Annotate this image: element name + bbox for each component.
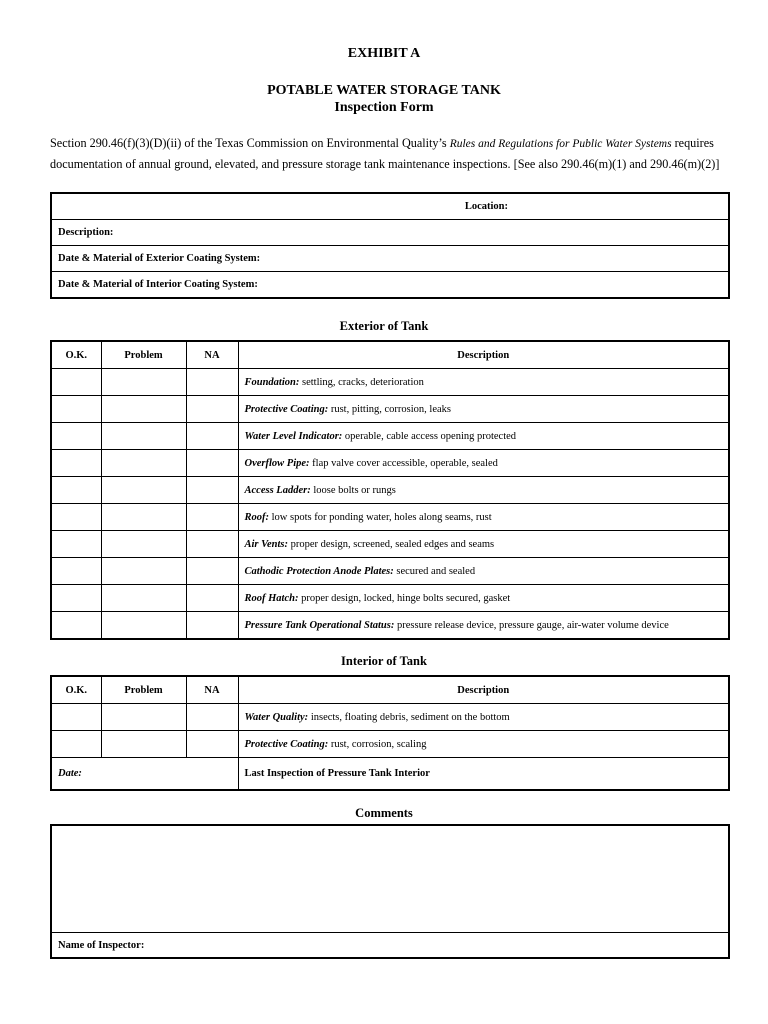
exterior-coating-field[interactable]: Date & Material of Exterior Coating System: — [51, 246, 729, 272]
table-header-row — [51, 341, 729, 369]
problem-checkbox-cell[interactable] — [101, 423, 186, 450]
problem-checkbox-cell[interactable] — [101, 612, 186, 640]
item-detail: flap valve cover accessible, operable, sealed — [312, 457, 498, 469]
problem-checkbox-cell[interactable] — [101, 531, 186, 558]
col-ok-header: O.K. — [51, 676, 101, 704]
item-label: Air Vents: — [244, 538, 288, 550]
problem-checkbox-cell[interactable] — [101, 731, 186, 758]
intro-italic-title: Rules and Regulations for Public Water Systems — [449, 138, 672, 150]
ok-checkbox-cell[interactable] — [51, 504, 101, 531]
comments-section-title: Comments — [355, 806, 413, 820]
table-row — [51, 504, 729, 531]
item-label: Protective Coating: — [244, 738, 329, 750]
exterior-checklist-table — [50, 340, 730, 640]
item-label: Cathodic Protection Anode Plates: — [244, 565, 394, 577]
item-description — [238, 450, 729, 477]
item-label: Access Ladder: — [244, 484, 311, 496]
na-checkbox-cell[interactable] — [186, 369, 238, 396]
form-title: POTABLE WATER STORAGE TANK — [267, 83, 501, 98]
problem-checkbox-cell[interactable] — [101, 477, 186, 504]
ok-checkbox-cell[interactable] — [51, 369, 101, 396]
item-description — [238, 369, 729, 396]
na-checkbox-cell[interactable] — [186, 423, 238, 450]
ok-checkbox-cell[interactable] — [51, 558, 101, 585]
item-detail: loose bolts or rungs — [313, 484, 396, 496]
item-description — [238, 612, 729, 640]
table-row — [51, 731, 729, 758]
table-row — [51, 558, 729, 585]
tank-info-box — [50, 192, 730, 299]
ok-checkbox-cell[interactable] — [51, 531, 101, 558]
na-checkbox-cell[interactable] — [186, 450, 238, 477]
comments-box — [50, 824, 730, 959]
item-detail: rust, pitting, corrosion, leaks — [330, 403, 451, 415]
item-description — [238, 731, 729, 758]
interior-section-title: Interior of Tank — [341, 654, 427, 668]
item-label: Foundation: — [244, 376, 300, 388]
problem-checkbox-cell[interactable] — [101, 585, 186, 612]
col-na-header: NA — [186, 341, 238, 369]
table-row — [51, 531, 729, 558]
problem-checkbox-cell[interactable] — [101, 704, 186, 731]
table-row — [51, 423, 729, 450]
intro-text-after: requires documentation of annual ground, elevated, and pressure storage tank maintenance inspections. [See also 290.46(m)(1) and 290.46(m)(2)] — [50, 136, 720, 171]
problem-checkbox-cell[interactable] — [101, 369, 186, 396]
problem-checkbox-cell[interactable] — [101, 558, 186, 585]
comments-area[interactable] — [51, 825, 729, 933]
inspector-name-field[interactable]: Name of Inspector: — [51, 933, 729, 959]
ok-checkbox-cell[interactable] — [51, 450, 101, 477]
item-description — [238, 504, 729, 531]
item-detail: proper design, locked, hinge bolts secured, gasket — [301, 592, 511, 604]
na-checkbox-cell[interactable] — [186, 704, 238, 731]
item-description — [238, 477, 729, 504]
na-checkbox-cell[interactable] — [186, 396, 238, 423]
ok-checkbox-cell[interactable] — [51, 704, 101, 731]
problem-checkbox-cell[interactable] — [101, 450, 186, 477]
table-row — [51, 585, 729, 612]
table-row — [51, 704, 729, 731]
table-row — [51, 477, 729, 504]
ok-checkbox-cell[interactable] — [51, 731, 101, 758]
item-description — [238, 585, 729, 612]
col-problem-header: Problem — [101, 676, 186, 704]
problem-checkbox-cell[interactable] — [101, 396, 186, 423]
item-detail: settling, cracks, deterioration — [301, 376, 424, 388]
col-na-header: NA — [186, 676, 238, 704]
item-detail: proper design, screened, sealed edges and seams — [290, 538, 495, 550]
item-description — [238, 704, 729, 731]
col-description-header: Description — [238, 341, 729, 369]
ok-checkbox-cell[interactable] — [51, 612, 101, 640]
ok-checkbox-cell[interactable] — [51, 477, 101, 504]
exhibit-heading: EXHIBIT A — [347, 46, 421, 61]
item-description — [238, 558, 729, 585]
problem-checkbox-cell[interactable] — [101, 504, 186, 531]
item-label: Water Quality: — [244, 711, 309, 723]
table-row — [51, 396, 729, 423]
na-checkbox-cell[interactable] — [186, 612, 238, 640]
item-description — [238, 396, 729, 423]
form-subtitle: Inspection Form — [334, 100, 434, 115]
item-detail: low spots for ponding water, holes along seams, rust — [271, 511, 492, 523]
col-problem-header: Problem — [101, 341, 186, 369]
date-field[interactable]: Date: — [51, 758, 238, 791]
na-checkbox-cell[interactable] — [186, 504, 238, 531]
item-detail: secured and sealed — [396, 565, 476, 577]
exterior-section-title: Exterior of Tank — [339, 319, 429, 333]
table-row — [51, 369, 729, 396]
item-label: Pressure Tank Operational Status: — [244, 619, 395, 631]
interior-checklist-table — [50, 675, 730, 791]
item-detail: pressure release device, pressure gauge, air-water volume device — [396, 619, 669, 631]
item-label: Protective Coating: — [244, 403, 329, 415]
item-label: Roof: — [244, 511, 269, 523]
location-field[interactable]: Location: — [51, 193, 729, 220]
table-row — [51, 450, 729, 477]
ok-checkbox-cell[interactable] — [51, 396, 101, 423]
interior-coating-field[interactable]: Date & Material of Interior Coating System: — [51, 272, 729, 299]
item-label: Roof Hatch: — [244, 592, 299, 604]
item-detail: insects, floating debris, sediment on the bottom — [310, 711, 510, 723]
description-field[interactable]: Description: — [51, 220, 729, 246]
col-description-header: Description — [238, 676, 729, 704]
na-checkbox-cell[interactable] — [186, 558, 238, 585]
ok-checkbox-cell[interactable] — [51, 585, 101, 612]
na-checkbox-cell[interactable] — [186, 477, 238, 504]
na-checkbox-cell[interactable] — [186, 531, 238, 558]
item-label: Water Level Indicator: — [244, 430, 343, 442]
table-row — [51, 612, 729, 640]
na-checkbox-cell[interactable] — [186, 731, 238, 758]
last-inspection-label: Last Inspection of Pressure Tank Interior — [238, 758, 729, 791]
item-description — [238, 531, 729, 558]
date-row — [51, 758, 729, 791]
intro-paragraph — [50, 133, 730, 174]
intro-text-before: Section 290.46(f)(3)(D)(ii) of the Texas Commission on Environmental Quality’s — [50, 136, 450, 150]
ok-checkbox-cell[interactable] — [51, 423, 101, 450]
table-header-row — [51, 676, 729, 704]
item-label: Overflow Pipe: — [244, 457, 310, 469]
item-detail: rust, corrosion, scaling — [330, 738, 427, 750]
item-description — [238, 423, 729, 450]
na-checkbox-cell[interactable] — [186, 585, 238, 612]
item-detail: operable, cable access opening protected — [344, 430, 517, 442]
col-ok-header: O.K. — [51, 341, 101, 369]
